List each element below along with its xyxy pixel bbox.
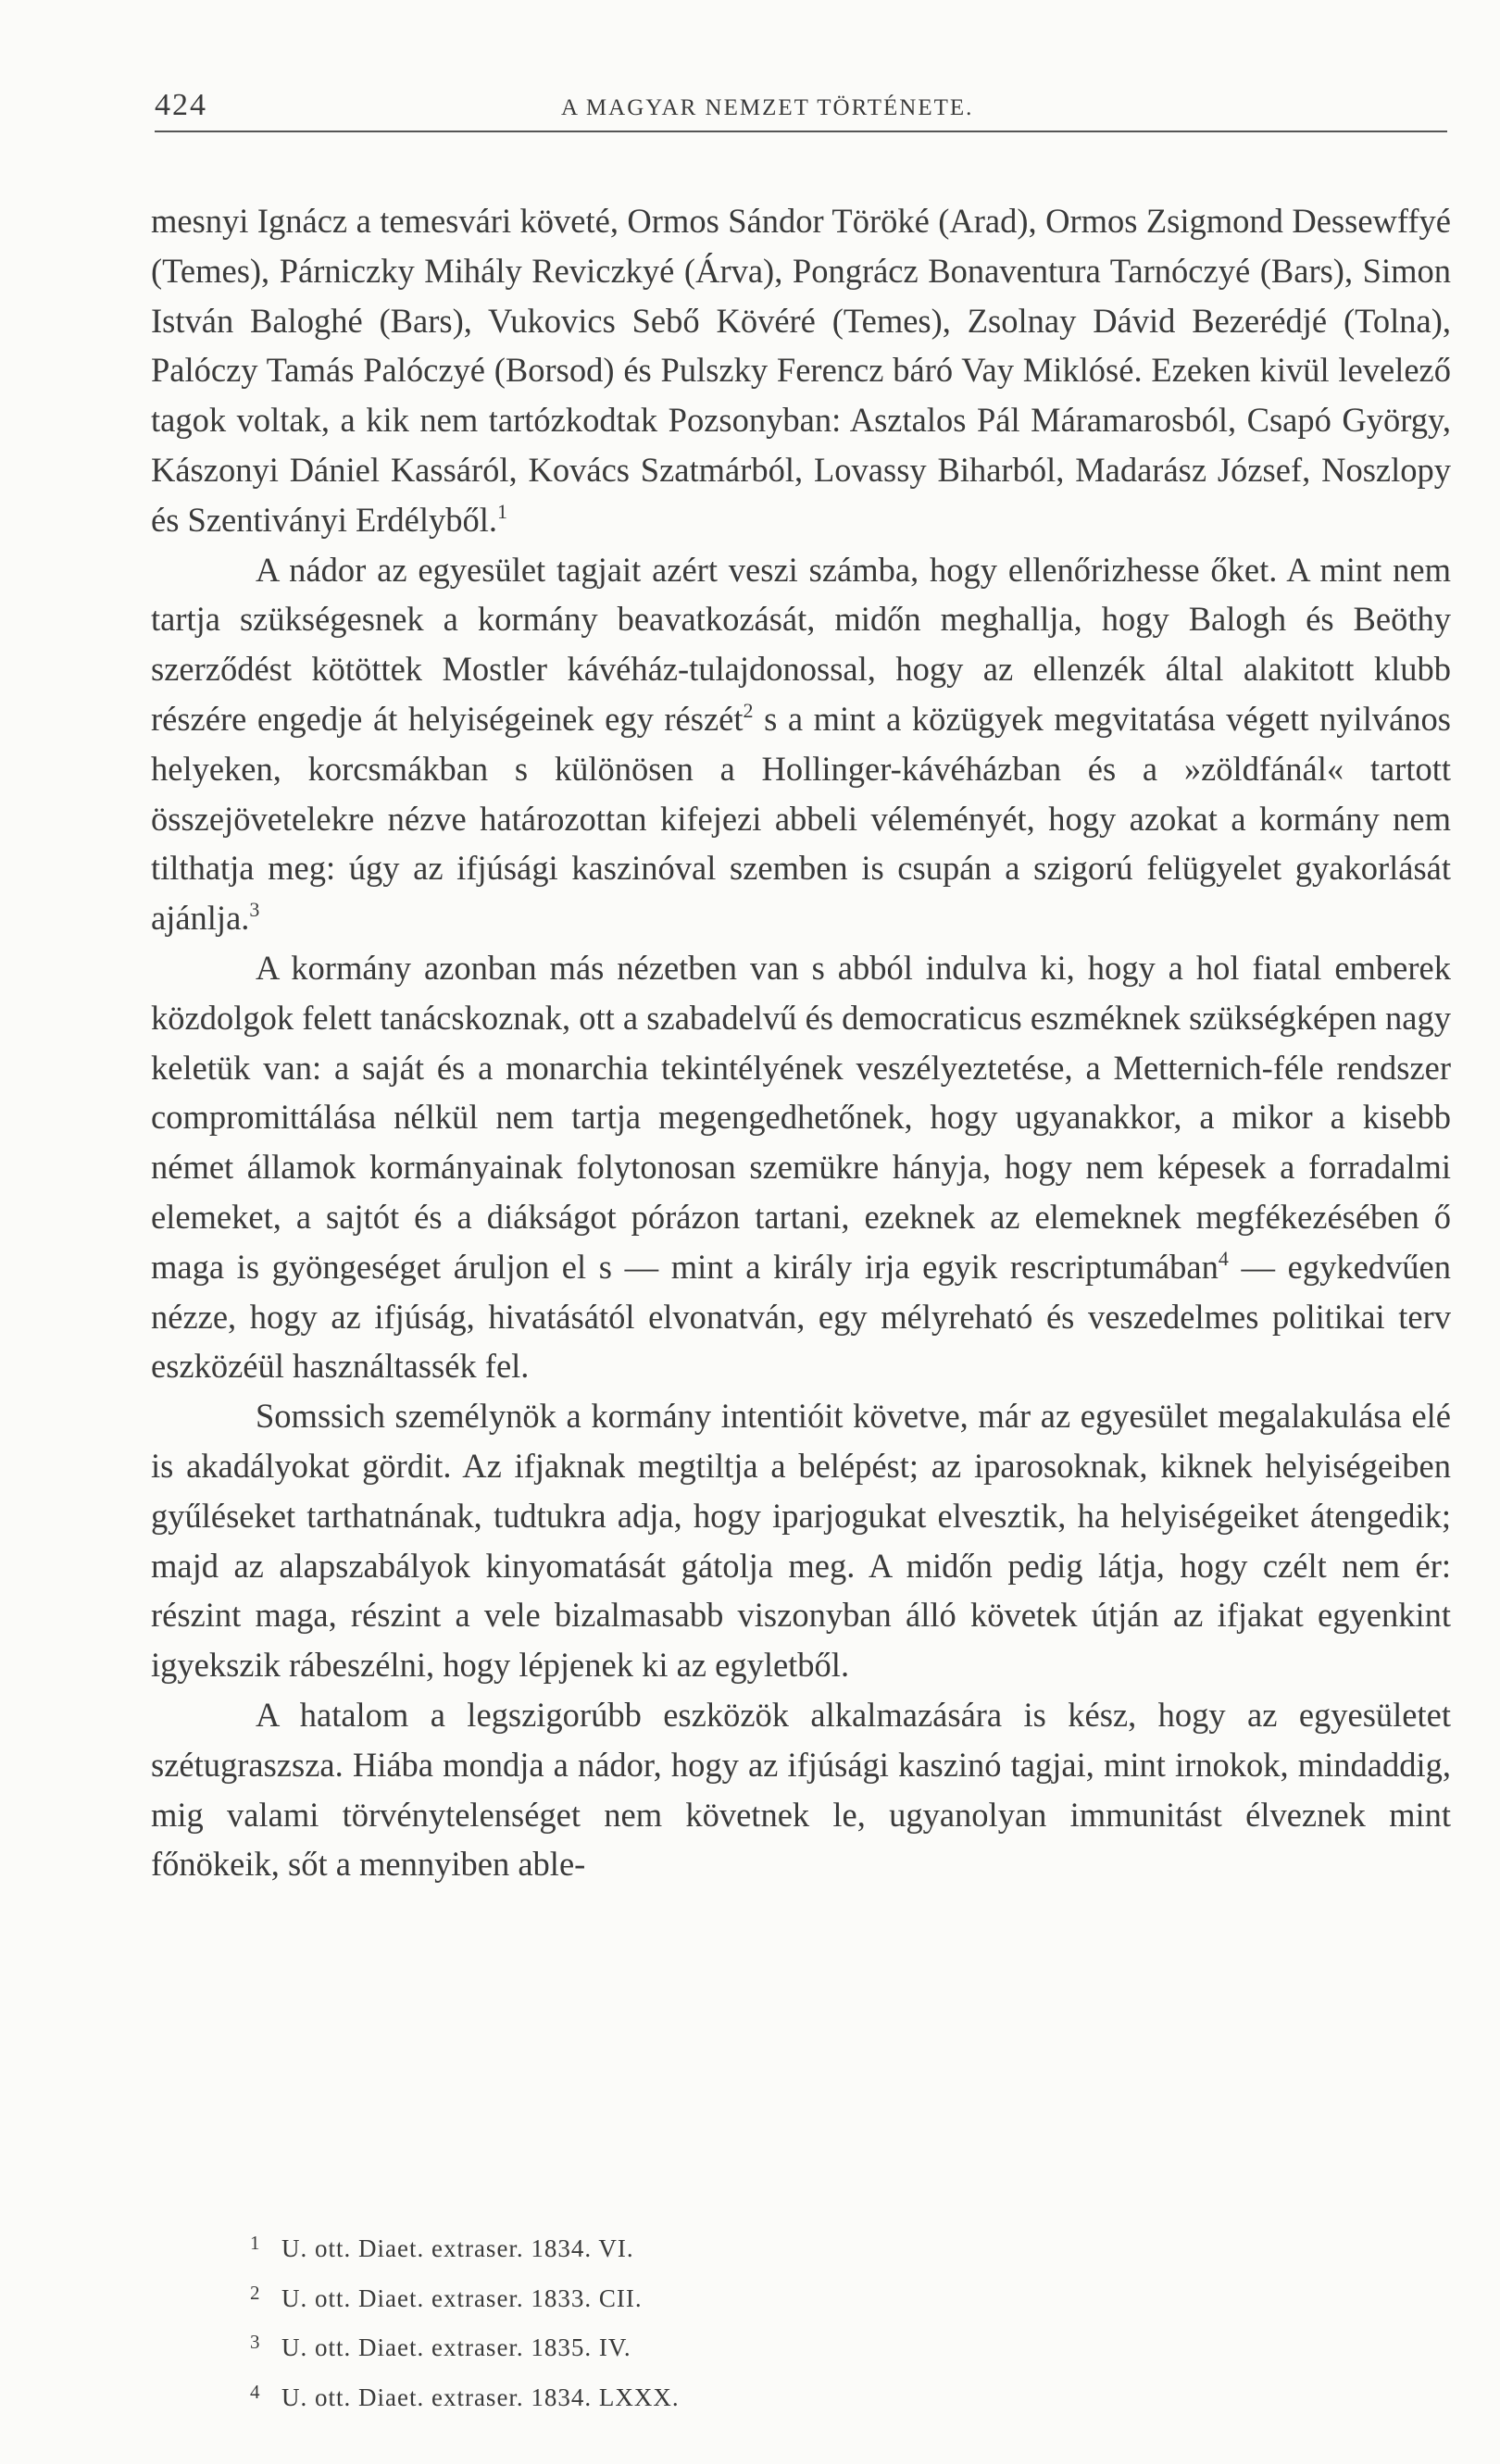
paragraph-text: mesnyi Ignácz a temesvári követé, Ormos Sándor Töröké (Arad), Ormos Zsigmond Dessewffyé (Temes), Párniczky Mihály Reviczkyé (Árva), Pongrácz Bonaventura Tarnóczyé (Bars), Simon István Baloghé (Bars), Vukovics Sebő Kövéré (Temes), Zsolnay Dávid Bezerédjé (Tolna), Palóczy Tamás Palóczyé (Borsod) és Pulszky Ferencz báró Vay Miklósé. Ezeken kivül levelező tagok voltak, a kik nem tartózkodtak Pozsonyban: Asztalos Pál Máramarosból, Csapó György, Kászonyi Dániel Kassáról, Kovács Szatmárból, Lovassy Biharból, Madarász József, Noszlopy és Szentiványi Erdélyből. — [151, 202, 1451, 539]
paragraph-text: A kormány azonban más nézetben van s abból indulva ki, hogy a hol fiatal emberek közdolgok felett tanácskoznak, ott a szabadelvű és democraticus eszméknek szükségképen nagy keletük van: a saját és a monarchia tekintélyének veszélyeztetése, a Metternich-féle rendszer compromittálása nélkül nem tartja megengedhetőnek, hogy ugyanakkor, a mikor a kisebb német államok kormányainak folytonosan szemükre hányja, hogy nem képesek a forradalmi elemeket, a sajtót és a diákságot pórázon tartani, ezeknek az elemeknek megfékezésében ő maga is gyöngeséget áruljon el s — mint a király irja egyik rescriptumában — [151, 948, 1451, 1286]
footnote-reference: 1 — [497, 499, 508, 523]
footnote-mark: 2 — [250, 2281, 261, 2304]
footnote-reference: 3 — [249, 898, 260, 922]
paragraph-text: A hatalom a legszigorúbb eszközök alkalmazására is kész, hogy az egyesületet szétugraszsza. Hiába mondja a nádor, hogy az ifjúsági kaszinó tagjai, mint irnokok, mindaddig, mig valami törvénytelenséget nem követnek le, ugyanolyan immunitást élveznek mint főnökeik, sőt a mennyiben able- — [151, 1695, 1451, 1884]
paragraph-text: Somssich személynök a kormány intentióit követve, már az egyesület megalakulása elé is akadályokat gördit. Az ifjaknak megtiltja a belépést; az iparosoknak, kiknek helyiségeiben gyűléseket tarthatnának, tudtukra adja, hogy iparjogukat elvesztik, ha helyiségeiket átengedik; majd az alapszabályok kinyomatását gátolja meg. A midőn pedig látja, hogy czélt nem ér: részint maga, részint a vele bizalmasabb viszonyban álló követek útján az ifjakat egyenkint igyekszik rábeszélni, hogy lépjenek ki az egyletből. — [151, 1397, 1451, 1685]
footnote-text: U. ott. Diaet. extraser. 1833. CII. — [281, 2284, 643, 2312]
footnote-mark: 4 — [250, 2380, 261, 2403]
page-header — [155, 88, 1447, 134]
footnote-mark: 3 — [250, 2331, 261, 2353]
running-title: A MAGYAR NEMZET TÖRTÉNETE. — [561, 95, 974, 120]
paragraph-text: A nádor az egyesület tagjait azért veszi számba, hogy ellenőrizhesse őket. A mint nem tartja szükségesnek a kormány beavatkozását, midőn meghallja, hogy Balogh és Beöthy szerződést kötöttek Mostler kávéház-tulajdonossal, hogy az ellenzék által alakitott klubb részére engedje át helyiségeinek egy részét — [151, 550, 1451, 738]
footnote — [250, 2221, 991, 2271]
footnote-reference: 4 — [1218, 1246, 1229, 1270]
page-number: 424 — [155, 88, 207, 122]
footnotes — [250, 2221, 991, 2420]
footnote — [250, 2321, 991, 2371]
paragraph — [151, 196, 1451, 545]
body-text — [151, 196, 1451, 1889]
footnote-mark: 1 — [250, 2232, 261, 2254]
footnote-text: U. ott. Diaet. extraser. 1834. VI. — [281, 2234, 634, 2262]
paragraph-text: — egykedvűen nézze, hogy az ifjúság, hivatásától elvonatván, egy mélyreható és veszedelmes politikai terv eszközéül használtassék fel. — [151, 1247, 1451, 1386]
paragraph-text: s a mint a közügyek megvitatása végett nyilvános helyeken, korcsmákban s különösen a Hollinger-kávéházban és a »zöldfánál« tartott összejövetelekre nézve határozottan kifejezi abbeli véleményét, hogy azokat a kormány nem tilthatja meg: úgy az ifjúsági kaszinóval szemben is csupán a szigorú felügyelet gyakorlását ajánlja. — [151, 699, 1451, 938]
footnote-reference: 2 — [743, 698, 754, 722]
footnote — [250, 2371, 991, 2420]
paragraph — [151, 1690, 1451, 1889]
paragraph — [151, 943, 1451, 1391]
footnote-text: U. ott. Diaet. extraser. 1834. LXXX. — [281, 2383, 680, 2411]
footnote — [250, 2271, 991, 2321]
header-rule — [155, 131, 1447, 132]
footnote-text: U. ott. Diaet. extraser. 1835. IV. — [281, 2333, 631, 2361]
paragraph — [151, 1391, 1451, 1690]
paragraph — [151, 545, 1451, 943]
